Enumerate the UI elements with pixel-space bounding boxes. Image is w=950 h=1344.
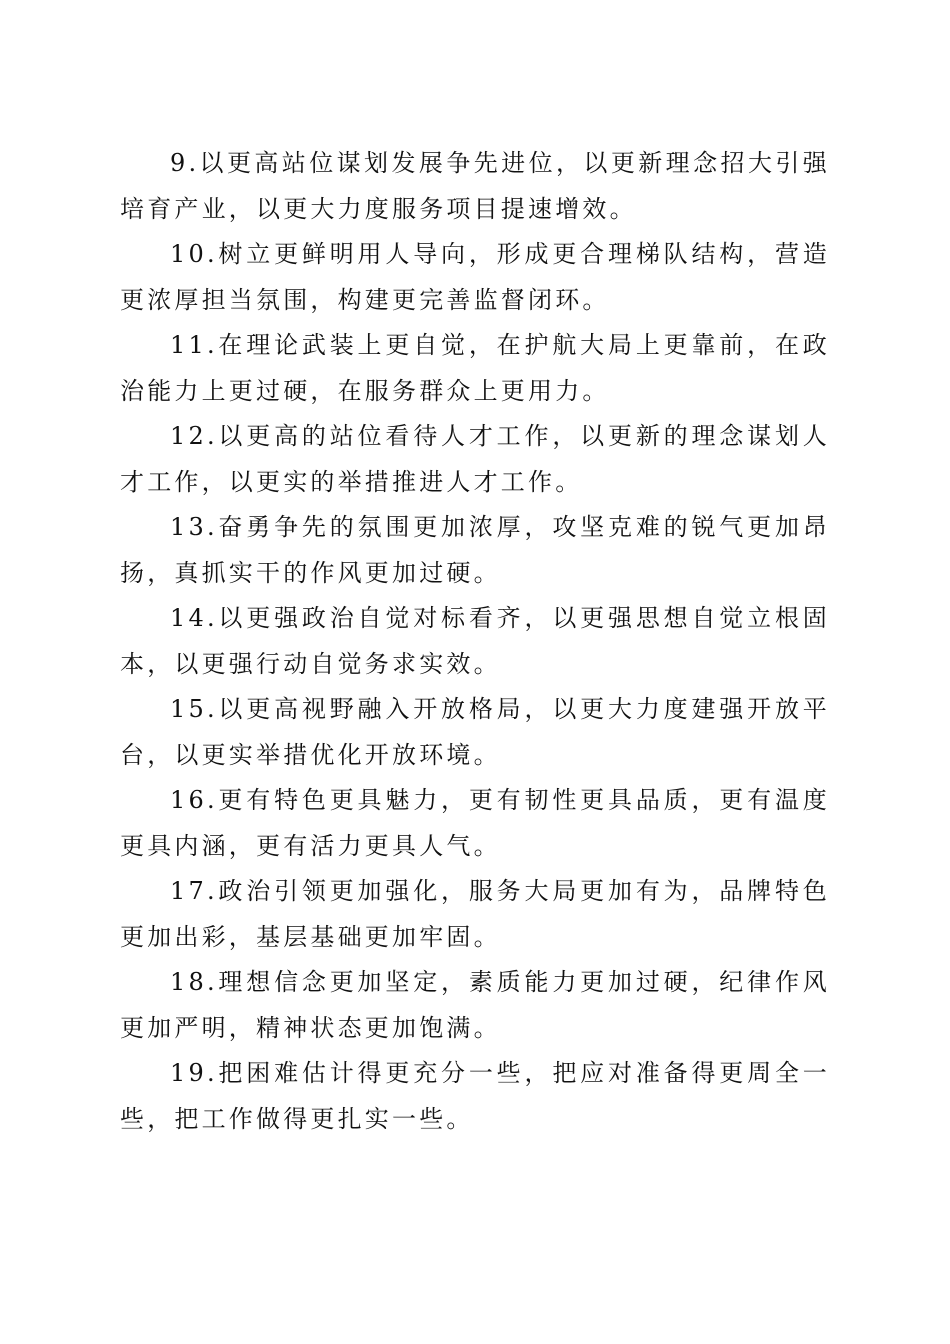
item-text: 以更强政治自觉对标看齐，以更强思想自觉立根固本，以更强行动自觉务求实效。	[120, 604, 830, 678]
list-item	[120, 232, 830, 323]
item-text: 政治引领更加强化，服务大局更加有为，品牌特色更加出彩，基层基础更加牢固。	[120, 877, 830, 951]
item-number: 9.	[170, 149, 200, 177]
item-text: 奋勇争先的氛围更加浓厚，攻坚克难的锐气更加昂扬，真抓实干的作风更加过硬。	[120, 513, 830, 587]
item-number: 17.	[170, 877, 218, 905]
list-item	[120, 687, 830, 778]
item-number: 10.	[170, 240, 218, 268]
item-text: 在理论武装上更自觉，在护航大局上更靠前，在政治能力上更过硬，在服务群众上更用力。	[120, 331, 830, 405]
item-number: 15.	[170, 695, 218, 723]
item-text: 树立更鲜明用人导向，形成更合理梯队结构，营造更浓厚担当氛围，构建更完善监督闭环。	[120, 240, 830, 314]
item-text: 以更高的站位看待人才工作，以更新的理念谋划人才工作，以更实的举措推进人才工作。	[120, 422, 830, 496]
item-number: 11.	[170, 331, 218, 359]
list-item	[120, 414, 830, 505]
list-item	[120, 778, 830, 869]
list-item	[120, 323, 830, 414]
item-text: 更有特色更具魅力，更有韧性更具品质，更有温度更具内涵，更有活力更具人气。	[120, 786, 830, 860]
list-item	[120, 1051, 830, 1142]
item-number: 16.	[170, 786, 218, 814]
item-text: 理想信念更加坚定，素质能力更加过硬，纪律作风更加严明，精神状态更加饱满。	[120, 968, 830, 1042]
item-text: 把困难估计得更充分一些，把应对准备得更周全一些，把工作做得更扎实一些。	[120, 1059, 830, 1133]
document-body	[120, 141, 830, 1142]
item-number: 12.	[170, 422, 218, 450]
item-number: 13.	[170, 513, 218, 541]
list-item	[120, 960, 830, 1051]
list-item	[120, 141, 830, 232]
item-text: 以更高视野融入开放格局，以更大力度建强开放平台，以更实举措优化开放环境。	[120, 695, 830, 769]
item-text: 以更高站位谋划发展争先进位，以更新理念招大引强培育产业，以更大力度服务项目提速增效。	[120, 149, 830, 223]
list-item	[120, 869, 830, 960]
item-number: 14.	[170, 604, 218, 632]
item-number: 18.	[170, 968, 218, 996]
item-number: 19.	[170, 1059, 218, 1087]
list-item	[120, 505, 830, 596]
list-item	[120, 596, 830, 687]
